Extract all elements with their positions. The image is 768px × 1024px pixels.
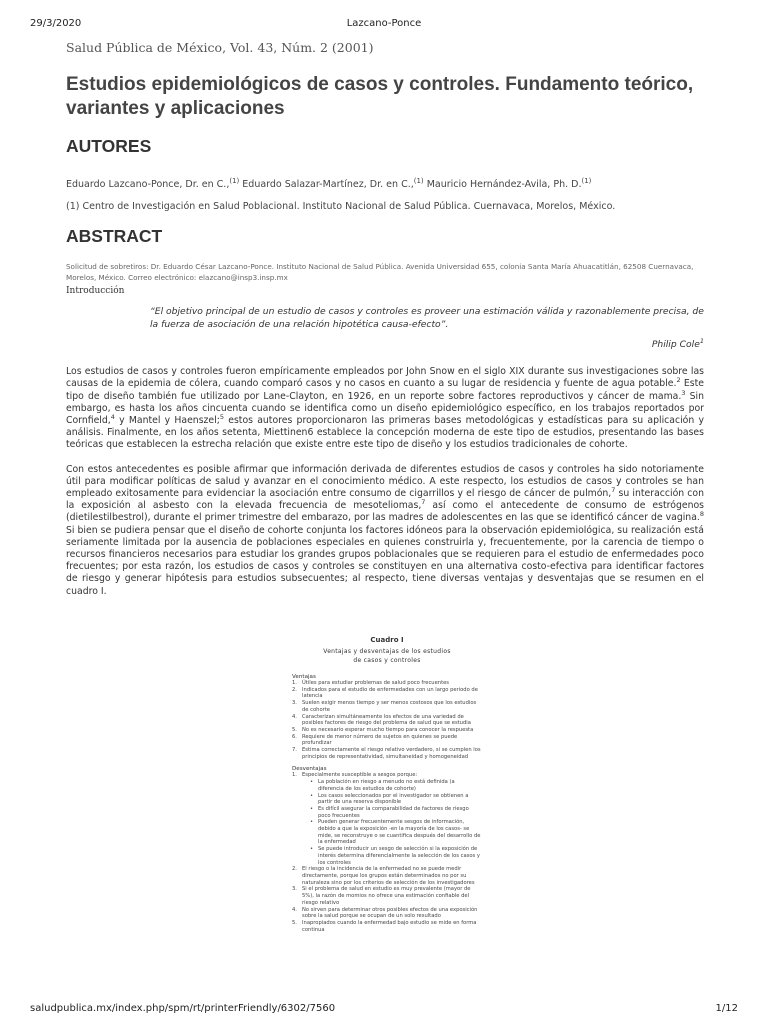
article-content: [66, 40, 704, 598]
affiliation: (1) Centro de Investigación en Salud Poblacional. Instituto Nacional de Salud Pública. Cuernavaca, Morelos, México.: [66, 201, 616, 213]
desventaja-item: [292, 920, 482, 933]
cuadro-1-image: [292, 636, 482, 933]
item-text: Caracterizan simultáneamente los efectos de una variedad de posibles factores de riesgo del problema de salud que se estudia: [302, 713, 471, 727]
abstract-heading: ABSTRACT: [66, 226, 163, 247]
item-text: Indicados para el estudio de enfermedades con un largo periodo de latencia: [302, 686, 478, 700]
author-name: Mauricio Hernández-Avila, Ph. D.: [423, 179, 582, 191]
author-affiliation-ref: (1): [581, 177, 592, 185]
table-caption: Cuadro I: [370, 636, 404, 644]
text-run: estos autores proporcionaron las primeras bases metodológicas y estadísticas para su aplicación y análisis. Finalmente, en los años setenta, Miettinen6 establece la concepción moderna de este tipo de estudios, presentando las bases teóricas que establecen la estrecha relación que existe entre este tipo de diseño y los estudios tradicionales de cohorte.: [66, 415, 704, 451]
paragraph-2: [66, 464, 704, 598]
author-affiliation-ref: (1): [229, 177, 240, 185]
citation-ref: 5: [219, 412, 224, 421]
text-run: Con estos antecedentes es posible afirmar que información derivada de diferentes estudios de casos y controles ha sido notoriamente útil para modificar políticas de salud y avanzar en el conocimiento médico. A este respecto, los estudios de casos y controles se han empleado exitosamente para evidenciar la asociación entre consumo de cigarrillos y el riesgo de cáncer de pulmón,: [66, 463, 704, 500]
item-number: •: [310, 805, 314, 812]
item-number: •: [310, 779, 314, 786]
item-text: Estima correctamente el riesgo relativo verdadero, si se cumplen los principios de representatividad, simultaneidad y homogeneidad: [302, 747, 481, 760]
citation-ref: 4: [110, 412, 115, 421]
item-text: Útiles para estudiar problemas de salud poco frecuentes: [302, 680, 450, 686]
ventaja-item: [292, 714, 482, 727]
ventaja-item: [292, 734, 482, 747]
item-number: 5.: [292, 726, 297, 733]
item-number: 2.: [292, 866, 297, 873]
item-number: •: [310, 792, 314, 799]
ventajas-list: [292, 680, 482, 760]
desventaja-item: [292, 793, 482, 806]
correspondence: Solicitud de sobretiros: Dr. Eduardo César Lazcano-Ponce. Instituto Nacional de Salud Pública. Avenida Universidad 655, colonia Santa María Ahuacatitlán, 62508 Cuernavaca, Morelos, México. Correo electrónico: elazcano@insp3.insp.mx: [66, 262, 694, 283]
desventajas-heading: Desventajas: [292, 766, 327, 773]
desventaja-item: [292, 846, 482, 866]
ventajas-heading: Ventajas: [292, 674, 316, 680]
item-text: Se puede introducir un sesgo de selección si la exposición de interés determina diferencialmente la selección de los casos y los controles: [318, 846, 480, 866]
authors-heading: AUTORES: [66, 136, 152, 156]
desventaja-item: [292, 907, 482, 920]
print-url: saludpublica.mx/index.php/spm/rt/printerFriendly/6302/7560: [30, 1003, 336, 1014]
text-run: así como el antecedente de consumo de estrógenos (dietilestilbestrol), durante el primer trimestre del embarazo, por las madres de adolescentes en las que se identificó cáncer de vagina.: [66, 500, 704, 524]
text-run: Sin embargo, es hasta los años cincuenta cuando se identifica como un diseño epidemiológico específico, en los trabajos reportados por Cornfield,: [66, 390, 704, 427]
item-text: Si el problema de salud en estudio es muy prevalente (mayor de 5%), la razón de momios no ofrece una estimación confiable del riesgo relativo: [302, 886, 471, 906]
desventaja-item: [292, 806, 482, 819]
intro-heading: Introducción: [66, 286, 125, 297]
item-number: 4.: [292, 906, 297, 913]
item-number: 6.: [292, 733, 297, 740]
desventajas-list: [292, 772, 482, 933]
ventaja-item: [292, 727, 482, 734]
item-number: 2.: [292, 686, 297, 693]
journal-citation: Salud Pública de México, Vol. 43, Núm. 2 (2001): [66, 40, 374, 55]
item-text: Especialmente susceptible a sesgos porque:: [302, 772, 418, 779]
desventaja-item: [292, 779, 482, 792]
item-text: El riesgo o la incidencia de la enfermedad no se puede medir directamente, porque los grupos están determinados no por su naturaleza sino por los criterios de selección de los investigadores: [302, 866, 475, 886]
text-run: Los estudios de casos y controles fueron empíricamente empleados por John Snow en el siglo XIX durante sus investigaciones sobre las causas de la epidemia de cólera, cuando comparó casos y no casos en cuanto a su lugar de residencia y fuente de agua potable.: [66, 366, 704, 390]
item-text: La población en riesgo a menudo no está definida (a diferencia de los estudios de cohorte): [318, 779, 455, 792]
page-number: 1/12: [715, 1003, 738, 1014]
article-title: Estudios epidemiológicos de casos y controles. Fundamento teórico, variantes y aplicaciones: [66, 74, 694, 119]
item-number: 7.: [292, 747, 297, 754]
item-number: 5.: [292, 919, 297, 926]
author-name: Eduardo Salazar-Martínez, Dr. en C.,: [239, 179, 414, 191]
item-number: •: [310, 819, 314, 826]
citation-ref: 8: [699, 510, 704, 519]
epigraph-author: Philip Cole$^1$: [651, 337, 704, 351]
ventaja-item: [292, 680, 482, 687]
table-subtitle-1: Ventajas y desventajas de los estudios: [323, 648, 451, 655]
print-title: Lazcano-Ponce: [346, 18, 422, 29]
author-affiliation-ref: (1): [413, 177, 424, 185]
authors-list: [66, 177, 704, 190]
desventaja-item: [292, 866, 482, 886]
item-number: 3.: [292, 886, 297, 893]
author-name: Eduardo Lazcano-Ponce, Dr. en C.,: [66, 179, 230, 191]
ventaja-item: [292, 747, 482, 760]
item-number: 1.: [292, 680, 297, 686]
desventaja-item: [292, 886, 482, 906]
ventaja-item: [292, 687, 482, 700]
item-number: •: [310, 846, 314, 853]
epigraph-quote: “El objetivo principal de un estudio de casos y controles es proveer una estimación válida y razonablemente precisa, de la fuerza de asociación de una relación hipotética causa-efecto”.: [150, 306, 704, 331]
item-text: Inapropiados cuando la enfermedad bajo estudio se mide en forma continua: [302, 919, 477, 933]
item-text: No es necesario esperar mucho tiempo para conocer la respuesta: [302, 726, 474, 733]
paragraph-1: [66, 366, 704, 451]
text-run: su interacción con la exposición al asbesto con la elevada frecuencia de mesoteliomas,: [66, 488, 705, 512]
item-number: 3.: [292, 700, 297, 707]
item-text: No sirven para determinar otros posibles efectos de una exposición sobre la salud porque se ocupan de un solo resultado: [302, 906, 478, 920]
item-number: 1.: [292, 772, 297, 779]
citation-ref: 7: [421, 498, 426, 507]
text-run: Si bien se pudiera pensar que el diseño de cohorte conjunta los factores idóneos para la observación epidemiológica, su realización está seriamente limitada por la ausencia de poblaciones especiales en quienes construirla y, frecuentemente, por la carencia de tiempo o recursos financieros necesarios para estudiar los grandes grupos poblacionales que se requieren para el estudio de enfermedades poco frecuentes; por esta razón, los estudios de casos y controles se constituyen en una alternativa costo-efectiva para identificar factores de riesgo y generar hipótesis para estudios subsecuentes; al respecto, tiene diversas ventajas y desventajas que se resumen en el cuadro I.: [66, 524, 704, 597]
print-date: 29/3/2020: [30, 18, 82, 29]
table-subtitle-2: de casos y controles: [353, 657, 421, 664]
item-text: Requiere de menor número de sujetos en quienes se puede profundizar: [302, 733, 458, 747]
item-text: Es difícil asegurar la comparabilidad de factores de riesgo poco frecuentes: [318, 805, 469, 819]
text-run: Este tipo de diseño también fue utilizado por Lane-Clayton, en 1926, en un reporte sobre factores reproductivos y cáncer de mama.: [66, 378, 704, 402]
item-text: Los casos seleccionados por el investigador se obtienen a partir de una reserva disponible: [318, 792, 469, 806]
ventaja-item: [292, 700, 482, 713]
item-text: Suelen exigir menos tiempo y ser menos costosos que los estudios de cohorte: [302, 700, 477, 713]
desventaja-item: [292, 819, 482, 846]
item-number: 4.: [292, 713, 297, 720]
item-text: Pueden generar frecuentemente sesgos de información, debido a que la exposición -en la mayoría de los casos- se mide, se reconstruye o se cuantifica después del desarrollo de la enfermedad: [318, 819, 481, 846]
citation-ref: 3: [681, 388, 686, 397]
text-run: y Mantel y Haenszel;: [114, 415, 220, 427]
citation-ref: 2: [676, 376, 681, 385]
citation-ref: 7: [611, 485, 616, 494]
